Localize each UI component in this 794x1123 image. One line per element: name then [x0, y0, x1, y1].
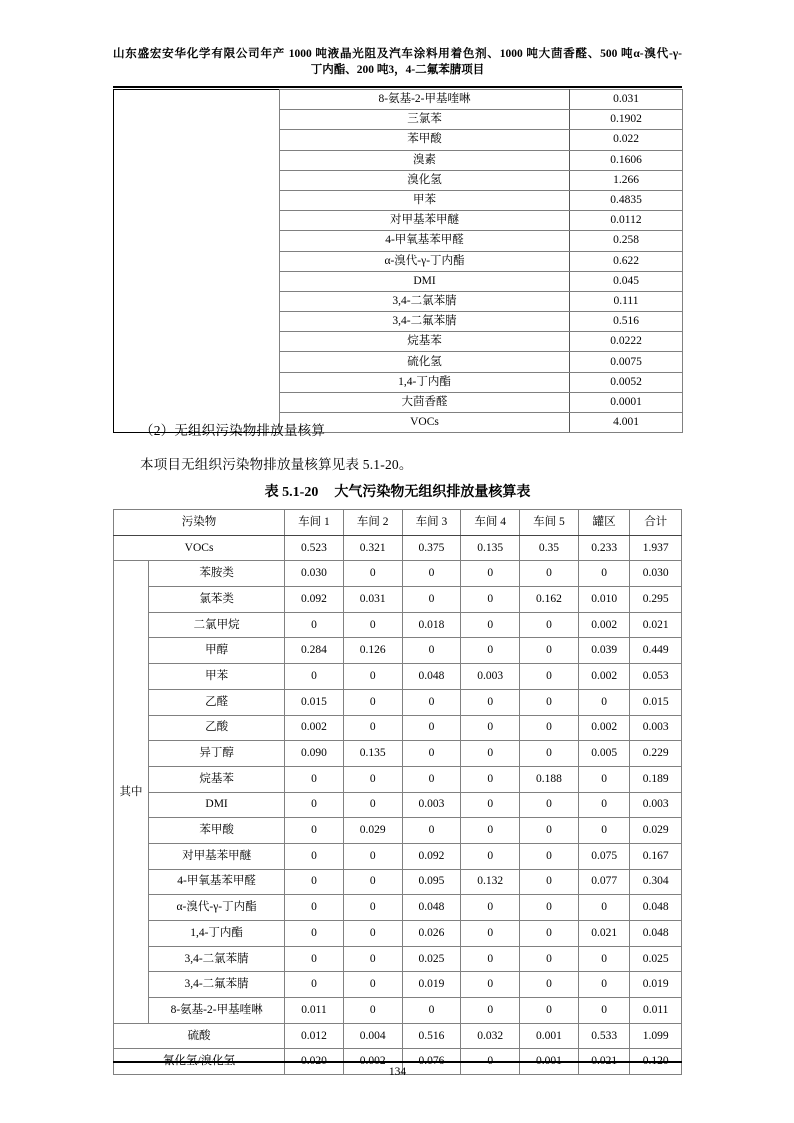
pollutant-name-cell: 3,4-二氟苯腈 — [280, 312, 570, 332]
pollutant-name-cell: 氯苯类 — [149, 587, 285, 613]
pollutant-name-cell: 3,4-二氟苯腈 — [149, 972, 285, 998]
value-cell: 0 — [343, 869, 402, 895]
value-cell: 0 — [578, 792, 630, 818]
value-cell: 0.092 — [285, 587, 344, 613]
value-cell: 0.032 — [461, 1023, 520, 1049]
value-cell: 0.029 — [343, 818, 402, 844]
pollutant-name-cell: 烷基苯 — [149, 766, 285, 792]
table-row — [114, 869, 682, 895]
table-row — [114, 689, 682, 715]
value-cell: 0 — [461, 561, 520, 587]
value-cell: 0 — [285, 895, 344, 921]
value-cell: 0 — [402, 818, 461, 844]
value-cell: 0 — [343, 715, 402, 741]
value-cell: 0.001 — [520, 1023, 579, 1049]
pollutant-name-cell: DMI — [280, 271, 570, 291]
value-cell: 0.020 — [285, 1049, 344, 1075]
value-cell: 0.005 — [578, 741, 630, 767]
column-header-1: 车间 1 — [285, 510, 344, 536]
pollutant-name-cell: 烷基苯 — [280, 332, 570, 352]
value-cell: 0.003 — [461, 664, 520, 690]
value-cell: 0 — [461, 921, 520, 947]
value-cell: 0.002 — [285, 715, 344, 741]
value-cell: 0 — [402, 638, 461, 664]
pollutant-value-cell: 0.031 — [570, 90, 683, 110]
value-cell: 0 — [285, 664, 344, 690]
value-cell: 0.126 — [343, 638, 402, 664]
column-header-3: 车间 3 — [402, 510, 461, 536]
pollutant-name-cell: 苯胺类 — [149, 561, 285, 587]
value-cell: 0 — [520, 715, 579, 741]
value-cell: 0.449 — [630, 638, 682, 664]
value-cell: 0.019 — [402, 972, 461, 998]
pollutant-name-cell: 甲苯 — [280, 190, 570, 210]
value-cell: 0 — [343, 998, 402, 1024]
pollutant-name-cell: 对甲基苯甲醚 — [149, 843, 285, 869]
value-cell: 0 — [578, 972, 630, 998]
value-cell: 0 — [578, 818, 630, 844]
pollutant-name-cell: 8-氨基-2-甲基喹啉 — [280, 90, 570, 110]
pollutant-value-cell: 0.258 — [570, 231, 683, 251]
caption-number: 表 5.1-20 — [264, 485, 319, 500]
value-cell: 0 — [520, 638, 579, 664]
value-cell: 0.375 — [402, 535, 461, 561]
value-cell: 0 — [402, 741, 461, 767]
value-cell: 0 — [461, 766, 520, 792]
table-row — [114, 792, 682, 818]
value-cell: 0 — [520, 741, 579, 767]
pollutant-name-cell: 3,4-二氯苯腈 — [280, 291, 570, 311]
paragraph-reference-to-table: 本项目无组织污染物排放量核算见表 5.1-20。 — [140, 457, 413, 472]
value-cell: 0.003 — [630, 715, 682, 741]
table-row — [114, 843, 682, 869]
pollutant-name-cell: 4-甲氧基苯甲醛 — [280, 231, 570, 251]
value-cell: 0 — [343, 946, 402, 972]
table-row — [114, 715, 682, 741]
value-cell: 0 — [285, 818, 344, 844]
pollutant-name-cell: 氰化氢/溴化氢 — [114, 1049, 285, 1075]
pollutant-name-cell: 乙酸 — [149, 715, 285, 741]
value-cell: 0.010 — [578, 587, 630, 613]
value-cell: 0.295 — [630, 587, 682, 613]
value-cell: 0.048 — [402, 664, 461, 690]
pollutant-name-cell: 溴化氢 — [280, 170, 570, 190]
value-cell: 0 — [461, 1049, 520, 1075]
value-cell: 0 — [578, 689, 630, 715]
value-cell: 0 — [402, 715, 461, 741]
pollutant-name-cell: 硫化氢 — [280, 352, 570, 372]
table-row — [114, 561, 682, 587]
value-cell: 0 — [520, 561, 579, 587]
value-cell: 0 — [343, 792, 402, 818]
table-row — [114, 766, 682, 792]
row-group-label-qizhong: 其中 — [114, 561, 149, 1023]
value-cell: 0 — [578, 895, 630, 921]
pollutant-name-cell: 苯甲酸 — [280, 130, 570, 150]
pollutant-value-cell: 0.0075 — [570, 352, 683, 372]
value-cell: 0 — [520, 612, 579, 638]
value-cell: 0 — [402, 998, 461, 1024]
column-header-7: 合计 — [630, 510, 682, 536]
table-caption-5-1-20 — [113, 483, 682, 503]
value-cell: 0.135 — [461, 535, 520, 561]
value-cell: 0.095 — [402, 869, 461, 895]
value-cell: 0.533 — [578, 1023, 630, 1049]
value-cell: 0.321 — [343, 535, 402, 561]
merged-empty-cell — [114, 90, 280, 433]
value-cell: 0 — [461, 612, 520, 638]
value-cell: 0.523 — [285, 535, 344, 561]
value-cell: 0.188 — [520, 766, 579, 792]
value-cell: 0 — [520, 895, 579, 921]
table-row — [114, 587, 682, 613]
value-cell: 0 — [461, 587, 520, 613]
pollutant-name-cell: 乙醛 — [149, 689, 285, 715]
value-cell: 0.35 — [520, 535, 579, 561]
table-row — [114, 664, 682, 690]
value-cell: 0 — [343, 664, 402, 690]
value-cell: 0.001 — [520, 1049, 579, 1075]
pollutant-name-cell: 甲醇 — [149, 638, 285, 664]
value-cell: 0 — [285, 612, 344, 638]
table-row — [114, 1023, 682, 1049]
table-row — [114, 612, 682, 638]
value-cell: 0.233 — [578, 535, 630, 561]
value-cell: 0 — [578, 998, 630, 1024]
pollutant-name-cell: 1,4-丁内酯 — [149, 921, 285, 947]
pollutant-name-cell: 对甲基苯甲醚 — [280, 211, 570, 231]
value-cell: 0 — [343, 972, 402, 998]
value-cell: 0.002 — [578, 715, 630, 741]
value-cell: 0.053 — [630, 664, 682, 690]
value-cell: 0.021 — [630, 612, 682, 638]
table-row — [114, 972, 682, 998]
value-cell: 0.019 — [630, 972, 682, 998]
pollutant-value-cell: 0.516 — [570, 312, 683, 332]
table-row — [114, 741, 682, 767]
value-cell: 0.002 — [578, 664, 630, 690]
pollutant-name-cell: 1,4-丁内酯 — [280, 372, 570, 392]
value-cell: 0.004 — [343, 1023, 402, 1049]
table-header-row — [114, 510, 682, 536]
value-cell: 0.011 — [630, 998, 682, 1024]
pollutant-name-cell: 4-甲氧基苯甲醛 — [149, 869, 285, 895]
pollutant-name-cell: 三氯苯 — [280, 110, 570, 130]
value-cell: 0 — [461, 638, 520, 664]
value-cell: 0 — [520, 946, 579, 972]
value-cell: 0.076 — [402, 1049, 461, 1075]
value-cell: 0 — [578, 946, 630, 972]
table-row — [114, 946, 682, 972]
value-cell: 0.039 — [578, 638, 630, 664]
value-cell: 0 — [285, 792, 344, 818]
value-cell: 0.077 — [578, 869, 630, 895]
section-heading-unorganized-accounting: （2）无组织污染物排放量核算 — [140, 423, 326, 438]
column-header-2: 车间 2 — [343, 510, 402, 536]
pollutant-value-cell: 0.0001 — [570, 392, 683, 412]
pollutant-name-cell: 3,4-二氯苯腈 — [149, 946, 285, 972]
table-row — [114, 90, 683, 110]
value-cell: 0 — [578, 766, 630, 792]
pollutant-name-cell: 溴素 — [280, 150, 570, 170]
value-cell: 0.135 — [343, 741, 402, 767]
value-cell: 0.120 — [630, 1049, 682, 1075]
pollutant-name-cell: 甲苯 — [149, 664, 285, 690]
pollutant-name-cell: 硫酸 — [114, 1023, 285, 1049]
value-cell: 0.015 — [285, 689, 344, 715]
pollutant-name-cell: 苯甲酸 — [149, 818, 285, 844]
pollutant-name-cell: DMI — [149, 792, 285, 818]
pollutant-name-cell: α-溴代-γ-丁内酯 — [280, 251, 570, 271]
pollutant-value-cell: 0.0112 — [570, 211, 683, 231]
value-cell: 0.029 — [630, 818, 682, 844]
value-cell: 0.025 — [402, 946, 461, 972]
footer-divider-rule — [113, 1061, 682, 1063]
table-row — [114, 921, 682, 947]
pollutant-value-cell: 0.622 — [570, 251, 683, 271]
value-cell: 0 — [343, 766, 402, 792]
value-cell: 0 — [520, 664, 579, 690]
column-header-4: 车间 4 — [461, 510, 520, 536]
value-cell: 0.075 — [578, 843, 630, 869]
page-number: 134 — [388, 1066, 407, 1078]
running-header — [113, 46, 682, 78]
value-cell: 0.021 — [578, 1049, 630, 1075]
value-cell: 0.048 — [630, 895, 682, 921]
value-cell: 0.092 — [402, 843, 461, 869]
value-cell: 0 — [343, 895, 402, 921]
value-cell: 0 — [461, 792, 520, 818]
value-cell: 0 — [461, 972, 520, 998]
value-cell: 0.516 — [402, 1023, 461, 1049]
pollutant-value-cell: 0.4835 — [570, 190, 683, 210]
value-cell: 0.021 — [578, 921, 630, 947]
value-cell: 0 — [285, 921, 344, 947]
value-cell: 0.011 — [285, 998, 344, 1024]
value-cell: 0.048 — [630, 921, 682, 947]
value-cell: 0.003 — [630, 792, 682, 818]
value-cell: 0 — [402, 561, 461, 587]
value-cell: 0 — [520, 869, 579, 895]
table-row — [114, 818, 682, 844]
value-cell: 0.002 — [343, 1049, 402, 1075]
value-cell: 0.229 — [630, 741, 682, 767]
value-cell: 0.030 — [630, 561, 682, 587]
pollutant-value-cell: 0.1902 — [570, 110, 683, 130]
pollutant-value-cell: 0.045 — [570, 271, 683, 291]
value-cell: 1.937 — [630, 535, 682, 561]
running-header-line-1: 山东盛宏安华化学有限公司年产 1000 吨液晶光阻及汽车涂料用着色剂、1000 吨大茴香醛、500 吨α-溴代-γ- — [113, 48, 682, 60]
row-label-cell: VOCs — [114, 535, 285, 561]
value-cell: 0 — [461, 843, 520, 869]
value-cell: 0 — [520, 689, 579, 715]
value-cell: 0 — [343, 921, 402, 947]
value-cell: 0 — [520, 843, 579, 869]
value-cell: 0.090 — [285, 741, 344, 767]
value-cell: 0 — [343, 561, 402, 587]
value-cell: 0.048 — [402, 895, 461, 921]
value-cell: 0 — [285, 946, 344, 972]
value-cell: 0.003 — [402, 792, 461, 818]
value-cell: 0 — [285, 869, 344, 895]
value-cell: 0 — [343, 843, 402, 869]
value-cell: 0.012 — [285, 1023, 344, 1049]
value-cell: 0 — [285, 843, 344, 869]
pollutant-value-cell: 0.0052 — [570, 372, 683, 392]
value-cell: 0 — [285, 972, 344, 998]
pollutant-value-cell: 0.1606 — [570, 150, 683, 170]
value-cell: 0 — [520, 972, 579, 998]
value-cell: 0.162 — [520, 587, 579, 613]
running-header-line-2: 丁内酯、200 吨3，4-二氟苯腈项目 — [310, 64, 485, 76]
value-cell: 0.026 — [402, 921, 461, 947]
pollutant-emission-continuation-table — [113, 89, 683, 433]
value-cell: 0.018 — [402, 612, 461, 638]
pollutant-value-cell: 0.0222 — [570, 332, 683, 352]
value-cell: 0 — [520, 818, 579, 844]
value-cell: 0 — [461, 895, 520, 921]
value-cell: 0.189 — [630, 766, 682, 792]
column-header-5: 车间 5 — [520, 510, 579, 536]
column-header-6: 罐区 — [578, 510, 630, 536]
value-cell: 0 — [402, 689, 461, 715]
value-cell: 0 — [520, 792, 579, 818]
value-cell: 0 — [285, 766, 344, 792]
header-divider-rule — [113, 86, 682, 88]
table-row — [114, 895, 682, 921]
pollutant-value-cell: 0.022 — [570, 130, 683, 150]
value-cell: 0 — [461, 715, 520, 741]
value-cell: 0.002 — [578, 612, 630, 638]
caption-title: 大气污染物无组织排放量核算表 — [334, 485, 531, 500]
value-cell: 0 — [461, 946, 520, 972]
value-cell: 0.167 — [630, 843, 682, 869]
table-row-summary-vocs — [114, 535, 682, 561]
value-cell: 0 — [461, 741, 520, 767]
value-cell: 0 — [520, 998, 579, 1024]
pollutant-name-cell: 异丁醇 — [149, 741, 285, 767]
value-cell: 0 — [343, 612, 402, 638]
pollutant-value-cell: 1.266 — [570, 170, 683, 190]
column-header-pollutant: 污染物 — [114, 510, 285, 536]
value-cell: 0 — [520, 921, 579, 947]
pollutant-name-cell: VOCs — [280, 413, 570, 433]
value-cell: 0 — [578, 561, 630, 587]
value-cell: 0.031 — [343, 587, 402, 613]
value-cell: 0 — [402, 587, 461, 613]
pollutant-name-cell: α-溴代-γ-丁内酯 — [149, 895, 285, 921]
value-cell: 1.099 — [630, 1023, 682, 1049]
value-cell: 0 — [343, 689, 402, 715]
value-cell: 0.284 — [285, 638, 344, 664]
pollutant-value-cell: 0.111 — [570, 291, 683, 311]
pollutant-name-cell: 二氯甲烷 — [149, 612, 285, 638]
value-cell: 0.030 — [285, 561, 344, 587]
value-cell: 0 — [461, 998, 520, 1024]
value-cell: 0.025 — [630, 946, 682, 972]
value-cell: 0.132 — [461, 869, 520, 895]
value-cell: 0.304 — [630, 869, 682, 895]
table-row — [114, 638, 682, 664]
table-row — [114, 998, 682, 1024]
pollutant-name-cell: 8-氨基-2-甲基喹啉 — [149, 998, 285, 1024]
unorganized-air-pollutant-emission-table — [113, 509, 682, 1075]
value-cell: 0 — [461, 818, 520, 844]
pollutant-value-cell: 4.001 — [570, 413, 683, 433]
value-cell: 0.015 — [630, 689, 682, 715]
pollutant-name-cell: 大茴香醛 — [280, 392, 570, 412]
value-cell: 0 — [402, 766, 461, 792]
value-cell: 0 — [461, 689, 520, 715]
